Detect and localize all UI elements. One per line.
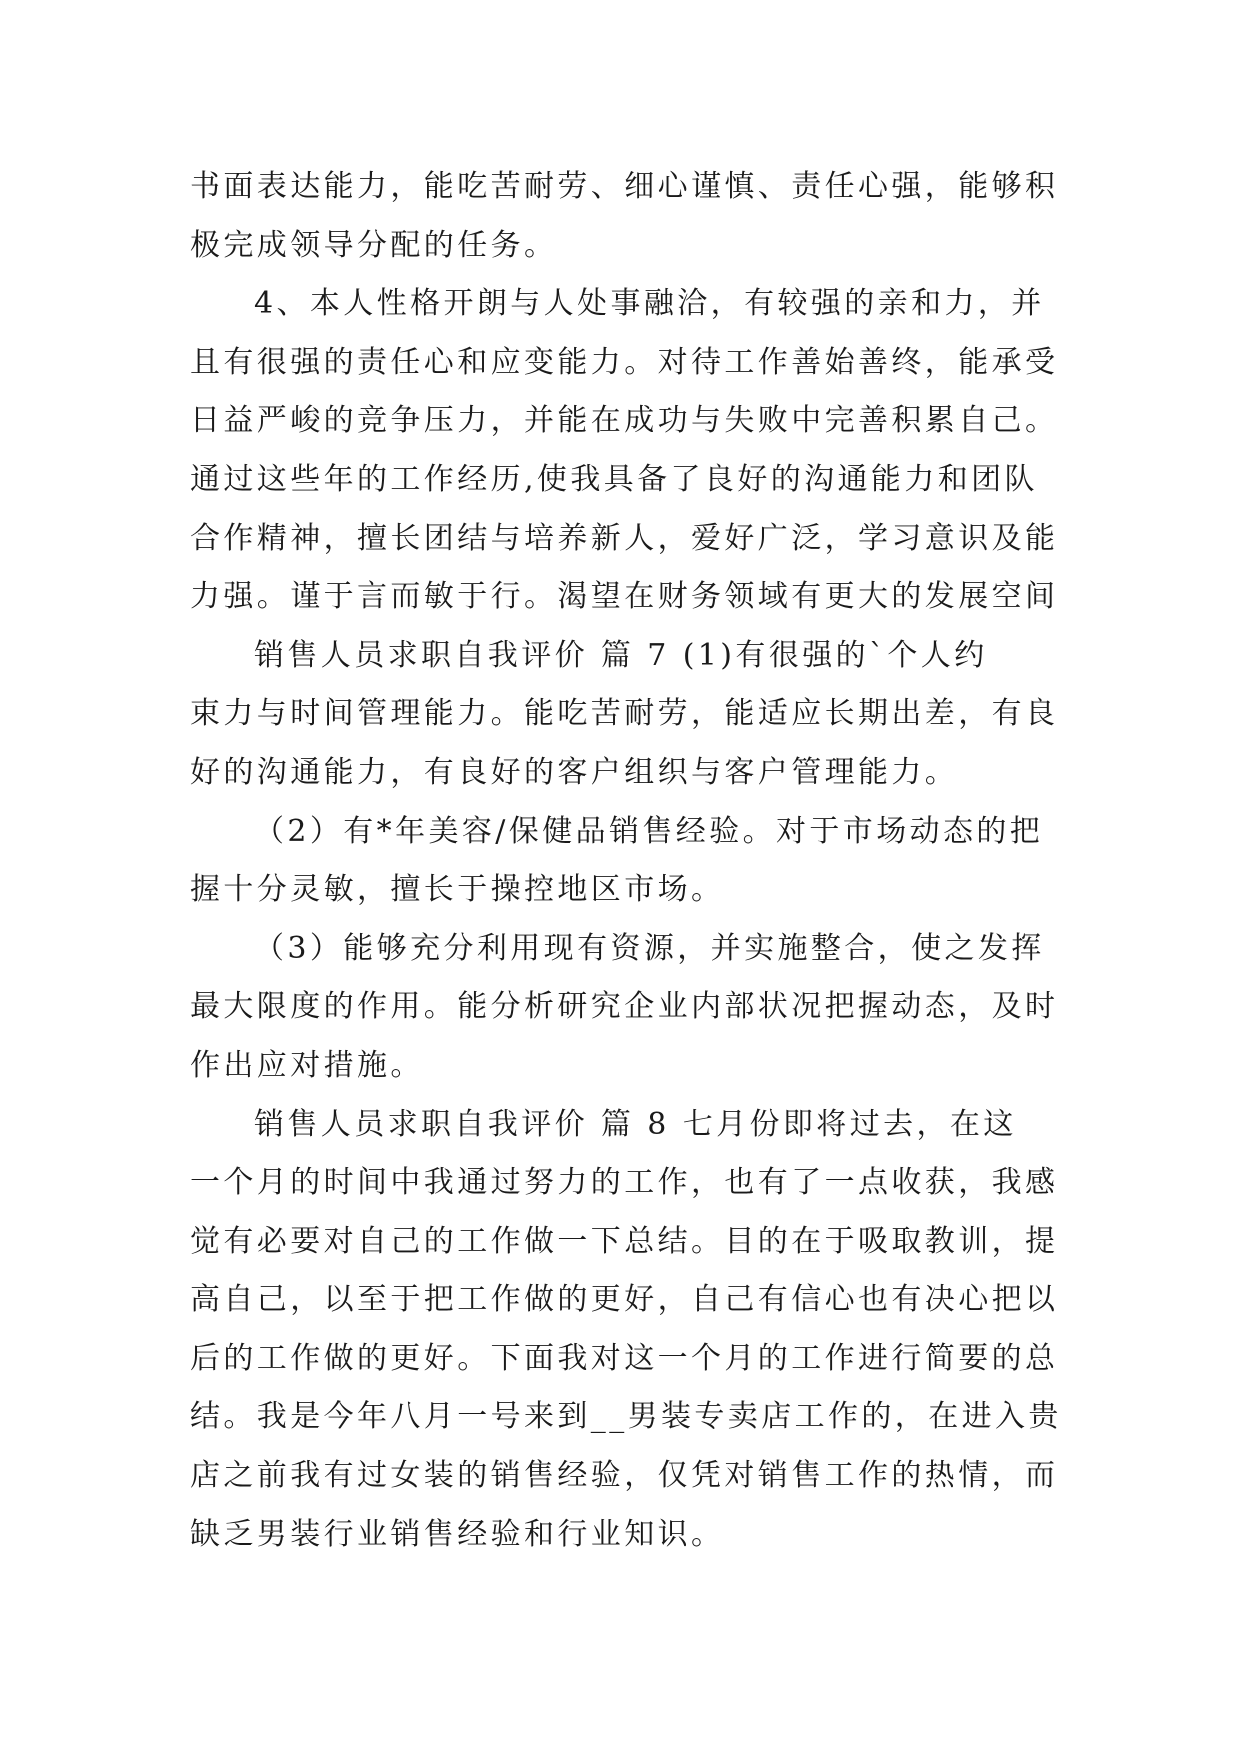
text-line: 极完成领导分配的任务。 [190, 227, 558, 263]
text-line: 通过这些年的工作经历,使我具备了良好的沟通能力和团队 [190, 461, 1038, 497]
text-line: 觉有必要对自己的工作做一下总结。目的在于吸取教训，提 [190, 1223, 1059, 1259]
text-line: 一个月的时间中我通过努力的工作，也有了一点收获，我感 [190, 1165, 1059, 1201]
text-line: 力强。谨于言而敏于行。渴望在财务领域有更大的发展空间 [190, 579, 1059, 615]
text-line: 握十分灵敏，擅长于操控地区市场。 [190, 872, 725, 908]
text-line: 高自己，以至于把工作做的更好，自己有信心也有决心把以 [190, 1282, 1059, 1318]
text-line: 缺乏男装行业销售经验和行业知识。 [190, 1516, 725, 1552]
text-line: 合作精神，擅长团结与培养新人，爱好广泛，学习意识及能 [190, 520, 1059, 556]
text-line: 销售人员求职自我评价 篇 7 (1)有很强的`个人约 [254, 637, 988, 673]
text-line: （3）能够充分利用现有资源，并实施整合，使之发挥 [254, 930, 1045, 966]
text-line: （2）有*年美容/保健品销售经验。对于市场动态的把 [254, 813, 1044, 849]
text-line: 最大限度的作用。能分析研究企业内部状况把握动态，及时 [190, 989, 1059, 1025]
text-line: 销售人员求职自我评价 篇 8 七月份即将过去，在这 [254, 1106, 1017, 1142]
text-line: 店之前我有过女装的销售经验，仅凭对销售工作的热情，而 [190, 1458, 1059, 1494]
text-line: 束力与时间管理能力。能吃苦耐劳，能适应长期出差，有良 [190, 696, 1059, 732]
text-line: 作出应对措施。 [190, 1047, 424, 1083]
text-line: 书面表达能力，能吃苦耐劳、细心谨慎、责任心强，能够积 [190, 169, 1059, 204]
text-line: 结。我是今年八月一号来到__男装专卖店工作的，在进入贵 [190, 1399, 1062, 1435]
body-text [190, 158, 1070, 1564]
text-line: 日益严峻的竞争压力，并能在成功与失败中完善积累自己。 [190, 403, 1059, 439]
text-line: 好的沟通能力，有良好的客户组织与客户管理能力。 [190, 754, 959, 790]
text-line: 后的工作做的更好。下面我对这一个月的工作进行简要的总 [190, 1340, 1059, 1376]
text-line: 4、本人性格开朗与人处事融洽，有较强的亲和力，并 [254, 286, 1045, 322]
text-line: 且有很强的责任心和应变能力。对待工作善始善终，能承受 [190, 344, 1059, 380]
